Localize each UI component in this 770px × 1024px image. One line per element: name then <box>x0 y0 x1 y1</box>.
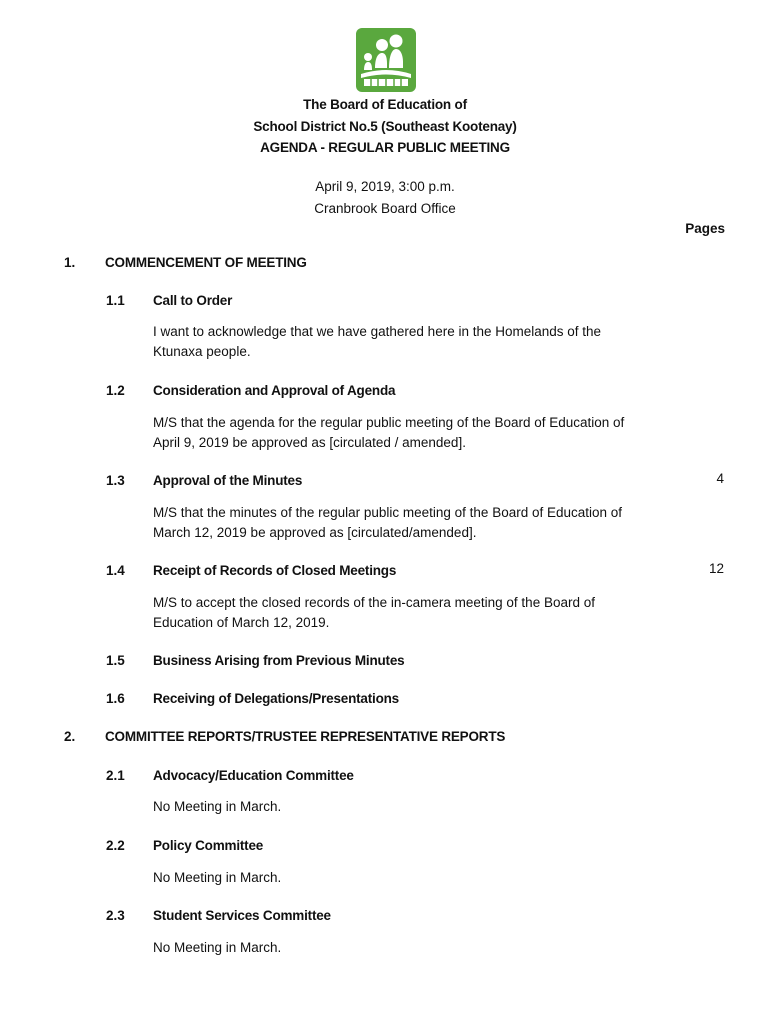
item-title: Receipt of Records of Closed Meetings <box>153 563 397 578</box>
item-title: Policy Committee <box>153 838 264 853</box>
item-title: Approval of the Minutes <box>153 473 303 488</box>
item-text: M/S that the agenda for the regular public meeting of the Board of Education of April 9, 2019 be approved as [circulated / amended]. <box>153 415 625 450</box>
item-number: 2.3 <box>106 908 125 923</box>
agenda-title: AGENDA - REGULAR PUBLIC MEETING <box>260 140 510 155</box>
item-title: Receiving of Delegations/Presentations <box>153 691 399 706</box>
item-number: 1.3 <box>106 473 125 488</box>
item-text: No Meeting in March. <box>153 799 282 814</box>
meeting-date: April 9, 2019, 3:00 p.m. <box>315 179 455 194</box>
logo-figure-head-small <box>364 53 372 61</box>
item-number: 1.6 <box>106 691 125 706</box>
item-page-number: 12 <box>708 561 724 576</box>
item-text: M/S to accept the closed records of the in-camera meeting of the Board of Education of March 12, 2019. <box>153 595 595 630</box>
item-number: 1.4 <box>106 563 125 578</box>
item-title: Advocacy/Education Committee <box>153 768 354 783</box>
item-text: I want to acknowledge that we have gathered here in the Homelands of the Ktunaxa people. <box>153 324 602 359</box>
board-title: The Board of Education of <box>303 97 467 112</box>
item-page-number: 4 <box>716 471 724 486</box>
logo-figure-head-left <box>376 39 388 51</box>
item-title: Call to Order <box>153 293 233 308</box>
district-title: School District No.5 (Southeast Kootenay) <box>253 119 517 134</box>
section-title: COMMITTEE REPORTS/TRUSTEE REPRESENTATIVE REPORTS <box>105 729 506 744</box>
section-number: 1. <box>64 255 76 270</box>
meeting-location: Cranbrook Board Office <box>314 201 456 216</box>
item-number: 1.5 <box>106 653 125 668</box>
school-district-logo-icon <box>356 28 416 92</box>
item-title: Business Arising from Previous Minutes <box>153 653 405 668</box>
item-text: M/S that the minutes of the regular public meeting of the Board of Education of March 12, 2019 be approved as [circulated/amended]. <box>153 505 623 540</box>
item-number: 2.2 <box>106 838 125 853</box>
item-text: No Meeting in March. <box>153 940 282 955</box>
item-number: 2.1 <box>106 768 125 783</box>
section-title: COMMENCEMENT OF MEETING <box>105 255 307 270</box>
item-number: 1.1 <box>106 293 125 308</box>
item-title: Consideration and Approval of Agenda <box>153 383 396 398</box>
pages-column-label: Pages <box>685 221 725 236</box>
item-number: 1.2 <box>106 383 125 398</box>
item-text: No Meeting in March. <box>153 870 282 885</box>
section-number: 2. <box>64 729 76 744</box>
logo-figure-head-right <box>390 35 403 48</box>
item-title: Student Services Committee <box>153 908 331 923</box>
